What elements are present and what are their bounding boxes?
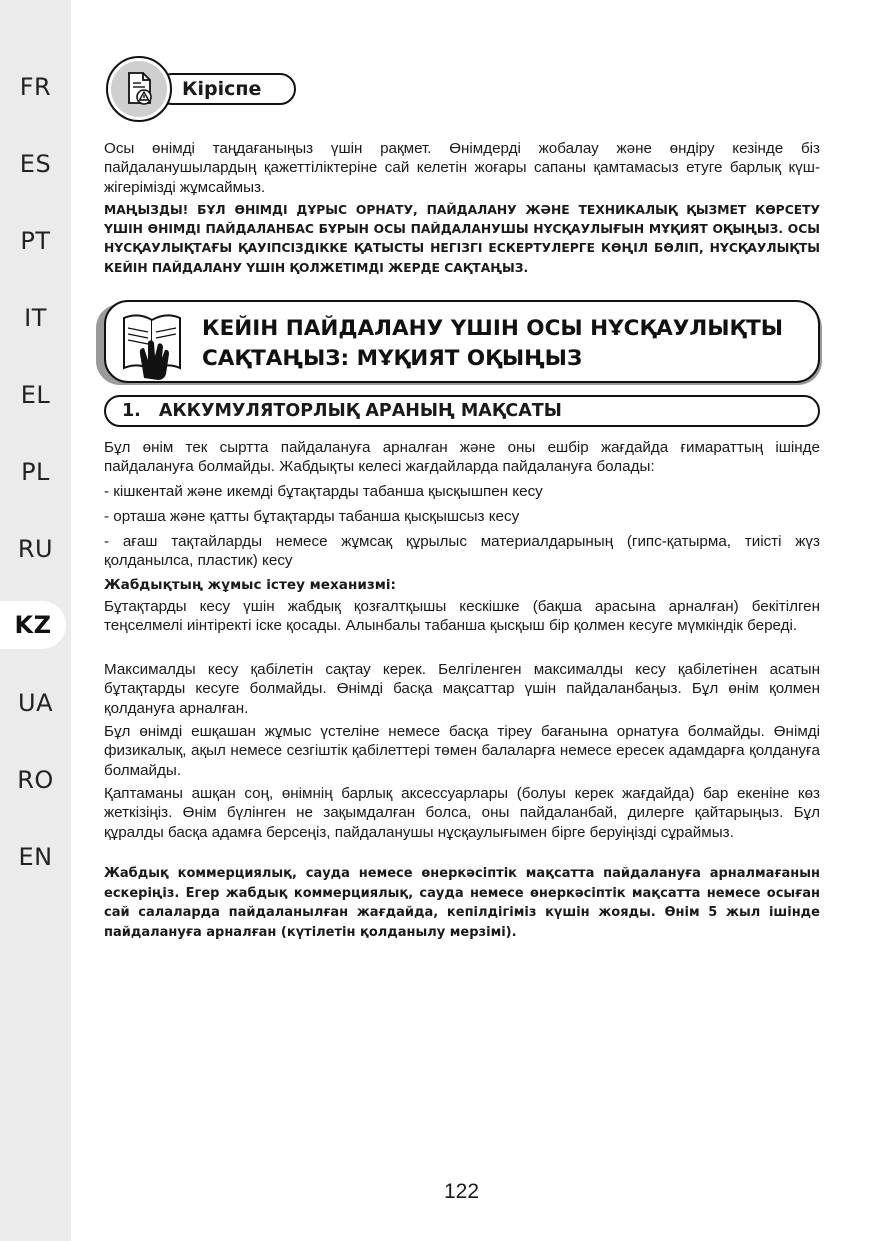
section-heading	[104, 395, 820, 427]
bench-paragraph: Бұл өнімді ешқашан жұмыс үстеліне немесе басқа тіреу бағанына орнатуға болмайды. Өнімді физикалық, ақыл немесе сезгіштік қабілеттері төмен балаларға немесе ересек адамдарға қолдануға болмайды.	[104, 723, 820, 779]
keep-manual-title-line2: САҚТАҢЫЗ: МҰҚИЯТ ОҚЫҢЫЗ	[202, 346, 583, 371]
capacity-paragraph: Максималды кесу қабілетін сақтау керек. Белгіленген максималды кесу қабілетінен асатын бұтақтарды кесуге болмайды. Өнімді басқа мақсаттар үшін пайдаланбаңыз. Бұл өнім қолмен қолдануға арналған.	[104, 661, 820, 717]
lang-tab-it[interactable]: IT	[24, 304, 47, 332]
keep-manual-title-line1: КЕЙІН ПАЙДАЛАНУ ҮШІН ОСЫ НҰСҚАУЛЫҚТЫ	[202, 316, 784, 341]
lang-tab-ua[interactable]: UA	[18, 689, 53, 717]
lang-tab-en[interactable]: EN	[18, 843, 53, 871]
intro-badge	[106, 56, 298, 124]
lang-tab-pl[interactable]: PL	[21, 458, 50, 486]
list-item: - кішкентай және икемді бұтақтарды табанша қысқышпен кесу	[104, 483, 543, 500]
section-title: АККУМУЛЯТОРЛЫҚ АРАНЫҢ МАҚСАТЫ	[158, 401, 562, 421]
package-paragraph: Қаптаманы ашқан соң, өнімнің барлық аксессуарлары (болуы керек жағдайда) бар екеніне көз жеткізіңіз. Өнім бүлінген не зақымдалған болса, оны пайдаланбай, дилерге қайтарыңыз. Бұл құралды басқа адамға берсеңіз, пайдаланушы нұсқаулығымен бірге беруіңізді сұраймыз.	[104, 785, 820, 841]
lang-tab-kz[interactable]: KZ	[0, 601, 66, 649]
list-item: - ағаш тақтайларды немесе жұмсақ құрылыс материалдарының (гипс-қатырма, тиісті жүз қолданылса, пластик) кесу	[104, 533, 820, 570]
mechanism-heading: Жабдықтың жұмыс істеу механизмі:	[104, 577, 396, 593]
lang-tab-el[interactable]: EL	[20, 381, 51, 409]
purpose-paragraph: Бұл өнім тек сыртта пайдалануға арналған және оны ешбір жағдайда ғимараттың ішінде пайдалануға болмайды. Жабдықты келесі жағдайларда пайдалануға болады:	[104, 439, 820, 476]
keep-manual-title	[202, 314, 802, 374]
lang-tab-fr[interactable]: FR	[19, 73, 52, 101]
intro-paragraph: Осы өнімді таңдағаныңыз үшін рақмет. Өнімдерді жобалау және өндіру кезінде біз пайдаланушылардың қажеттіліктеріне сай келетін жоғары сапаны қамтамасыз етуге барлық күш-жігерімізді жұмсаймыз.	[104, 140, 820, 196]
section-number: 1.	[122, 401, 141, 421]
lang-tab-ru[interactable]: RU	[17, 535, 54, 563]
hand-book-icon	[118, 308, 188, 380]
page-number: 122	[443, 1180, 480, 1203]
commercial-notice: Жабдық коммерциялық, сауда немесе өнеркәсіптік мақсатта пайдалануға арналмағанын ескеріңіз. Егер жабдық коммерциялық, сауда немесе өнеркәсіптік мақсатта немесе осыған сай салаларда пайдаланылған жағдайда, кепілдігіміз күшін жояды. Өнім 5 жыл ішінде пайдалануға арналған (күтілетін қолданылу мерзімі).	[104, 866, 820, 940]
lang-tab-pt[interactable]: PT	[20, 227, 51, 255]
lang-tab-es[interactable]: ES	[19, 150, 52, 178]
intro-title: Кіріспе	[156, 73, 296, 105]
lang-tab-ro[interactable]: RO	[17, 766, 54, 794]
intro-icon-circle	[106, 56, 172, 122]
important-notice: МАҢЫЗДЫ! БҰЛ ӨНІМДІ ДҰРЫС ОРНАТУ, ПАЙДАЛАНУ ЖӘНЕ ТЕХНИКАЛЫҚ ҚЫЗМЕТ КӨРСЕТУ ҮШІН ӨНІМДІ ПАЙДАЛАНБАС БҰРЫН ОСЫ ПАЙДАЛАНУШЫ НҰСҚАУЛЫҒЫН МҰҚИЯТ ОҚЫҢЫЗ. ОСЫ НҰСҚАУЛЫҚТАҒЫ ҚАУІПСІЗДІККЕ ҚАТЫСТЫ НЕГІЗГІ ЕСКЕРТУЛЕРГЕ КӨҢІЛ БӨЛІП, НҰСҚАУЛЫҚТЫ КЕЙІН ПАЙДАЛАНУ ҮШІН ҚОЛЖЕТІМДІ ЖЕРДЕ САҚТАҢЫЗ.	[104, 203, 820, 275]
keep-manual-box	[104, 300, 820, 383]
document-warning-icon	[119, 69, 159, 109]
mechanism-paragraph: Бұтақтарды кесу үшін жабдық қозғалтқышы кескішке (бақша арасына арналған) бекітілген теңселмелі иінтіректі іске қосады. Алынбалы табанша қысқыш бір қолмен кесуге мүмкіндік береді.	[104, 598, 820, 635]
language-sidebar	[0, 0, 71, 1241]
list-item: - орташа және қатты бұтақтарды табанша қысқышсыз кесу	[104, 508, 520, 525]
